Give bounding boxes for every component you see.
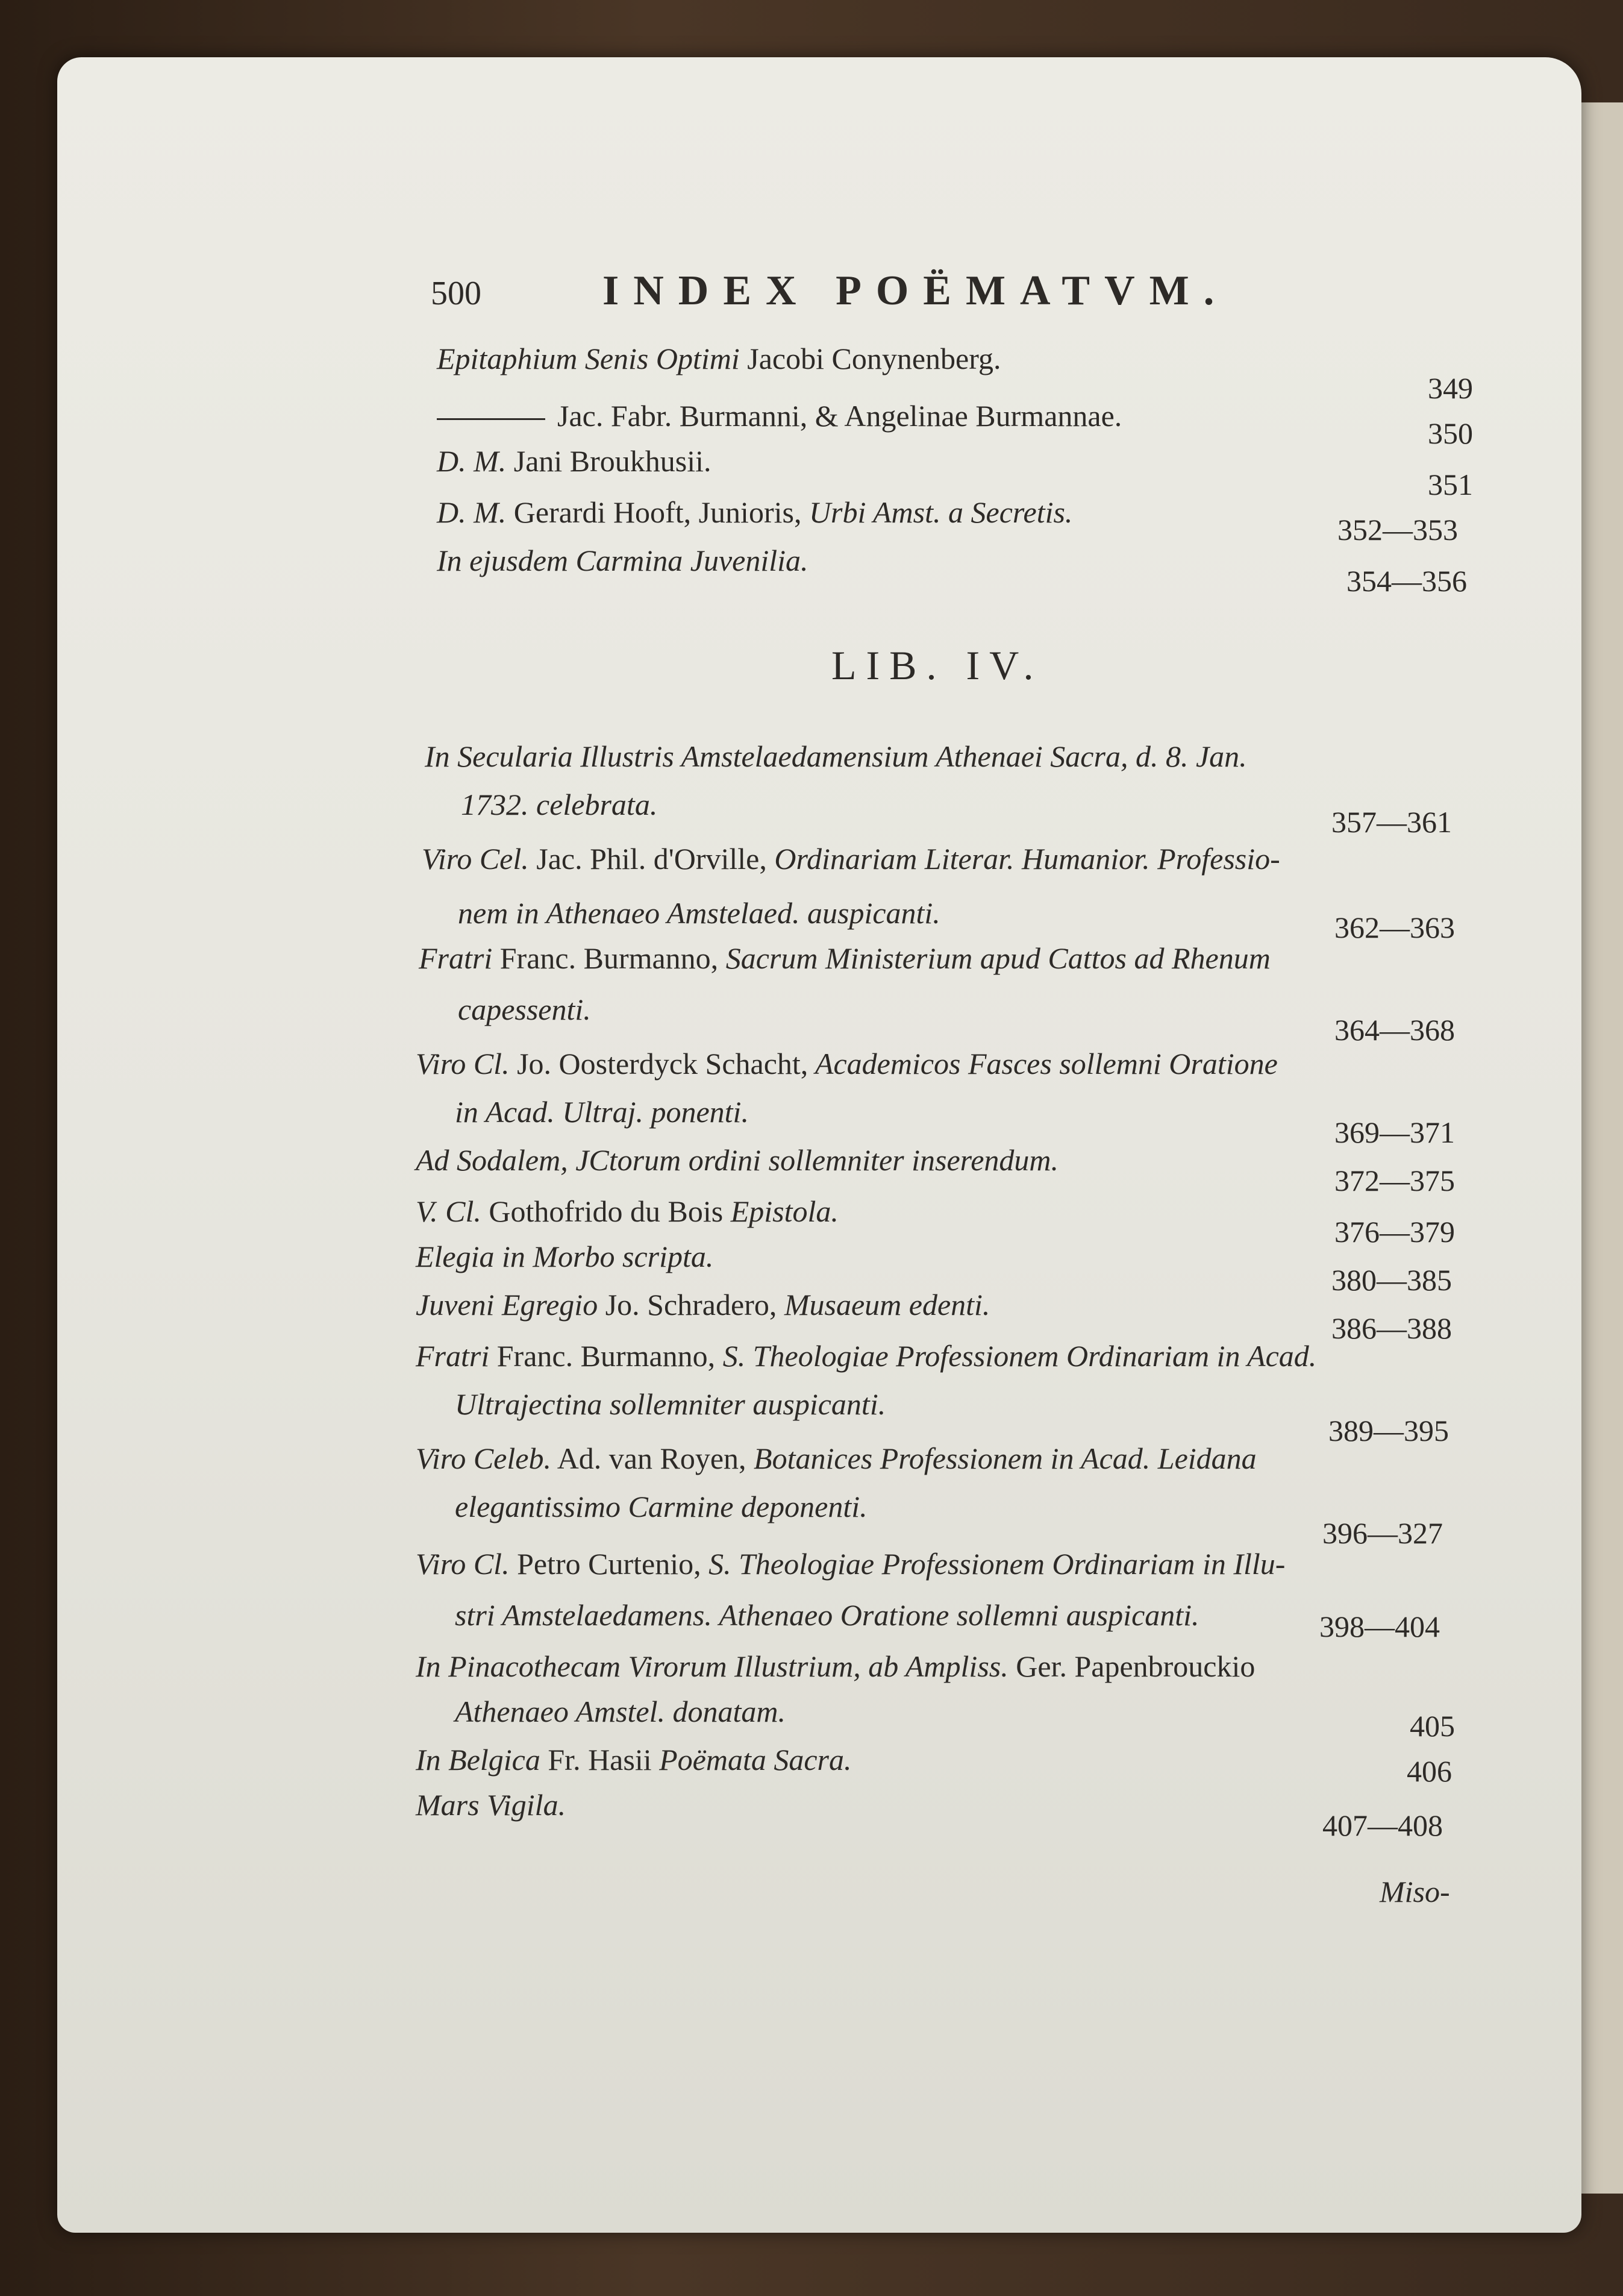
page-ref: 380—385: [1331, 1263, 1452, 1297]
page-ref: 389—395: [1328, 1414, 1449, 1448]
index-entry: In ejusdem Carmina Juvenilia.: [437, 544, 808, 577]
index-entry: Fratri Franc. Burmanno, Sacrum Ministerium apud Cattos ad Rhenum: [419, 941, 1271, 975]
page-ref: 396—327: [1322, 1516, 1443, 1550]
page-ref: 406: [1407, 1754, 1452, 1788]
index-entry-continuation: Ultrajectina sollemniter auspicanti.: [455, 1387, 886, 1421]
index-entry: Viro Cl. Petro Curtenio, S. Theologiae Professionem Ordinariam in Illu-: [416, 1547, 1286, 1581]
index-entry: D. M. Jani Broukhusii.: [437, 444, 711, 478]
page-ref: 364—368: [1334, 1013, 1455, 1047]
index-entry-continuation: stri Amstelaedamens. Athenaeo Oratione sollemni auspicanti.: [455, 1598, 1199, 1632]
index-entry-continuation: in Acad. Ultraj. ponenti.: [455, 1095, 749, 1129]
index-entry-continuation: 1732. celebrata.: [461, 788, 658, 821]
page-ref: 398—404: [1319, 1610, 1440, 1643]
index-entry: In Belgica Fr. Hasii Poëmata Sacra.: [416, 1743, 852, 1777]
page-ref: 372—375: [1334, 1164, 1455, 1197]
index-entry-continuation: elegantissimo Carmine deponenti.: [455, 1490, 868, 1523]
catchword: Miso-: [1380, 1875, 1450, 1909]
index-entry-continuation: capessenti.: [458, 993, 591, 1026]
index-entry: In Secularia Illustris Amstelaedamensium Athenaei Sacra, d. 8. Jan.: [425, 739, 1247, 773]
page-ref: 350: [1428, 416, 1473, 450]
page-ref: 386—388: [1331, 1311, 1452, 1345]
index-entry-continuation: nem in Athenaeo Amstelaed. auspicanti.: [458, 896, 940, 930]
index-entry: Fratri Franc. Burmanno, S. Theologiae Professionem Ordinariam in Acad.: [416, 1339, 1317, 1373]
page-ref: 354—356: [1346, 564, 1467, 598]
index-entry: Mars Vigila.: [416, 1788, 566, 1822]
index-entry: Epitaphium Senis Optimi Jacobi Conynenberg.: [437, 342, 1001, 375]
index-entry: Elegia in Morbo scripta.: [416, 1240, 714, 1273]
index-entry: Ad Sodalem, JCtorum ordini sollemniter inserendum.: [416, 1143, 1059, 1177]
page-ref: 405: [1410, 1709, 1455, 1743]
page-ref: 369—371: [1334, 1115, 1455, 1149]
page-ref: 351: [1428, 468, 1473, 501]
section-heading: LIB. IV.: [831, 642, 1043, 688]
index-entry: Juveni Egregio Jo. Schradero, Musaeum edenti.: [416, 1288, 990, 1322]
page-ref: 349: [1428, 371, 1473, 405]
index-entry: In Pinacothecam Virorum Illustrium, ab Ampliss. Ger. Papenbrouckio: [416, 1649, 1256, 1683]
index-entry: Viro Cel. Jac. Phil. d'Orville, Ordinariam Literar. Humanior. Professio-: [422, 842, 1280, 876]
page-ref: 352—353: [1337, 513, 1458, 547]
page-title: INDEX POËMATVM.: [602, 268, 1229, 314]
index-entry: V. Cl. Gothofrido du Bois Epistola.: [416, 1194, 839, 1228]
page-ref: 407—408: [1322, 1808, 1443, 1842]
index-entry: Viro Celeb. Ad. van Royen, Botanices Professionem in Acad. Leidana: [416, 1441, 1257, 1475]
page-ref: 362—363: [1334, 911, 1455, 944]
page-number: 500: [431, 275, 481, 312]
index-entry: D. M. Gerardi Hooft, Junioris, Urbi Amst. a Secretis.: [437, 495, 1073, 529]
page-ref: 376—379: [1334, 1215, 1455, 1249]
page-ref: 357—361: [1331, 805, 1452, 839]
index-entry: Viro Cl. Jo. Oosterdyck Schacht, Academicos Fasces sollemni Oratione: [416, 1047, 1278, 1081]
index-entry: Jac. Fabr. Burmanni, & Angelinae Burmannae.: [437, 401, 1122, 431]
index-entry-continuation: Athenaeo Amstel. donatam.: [455, 1695, 786, 1728]
